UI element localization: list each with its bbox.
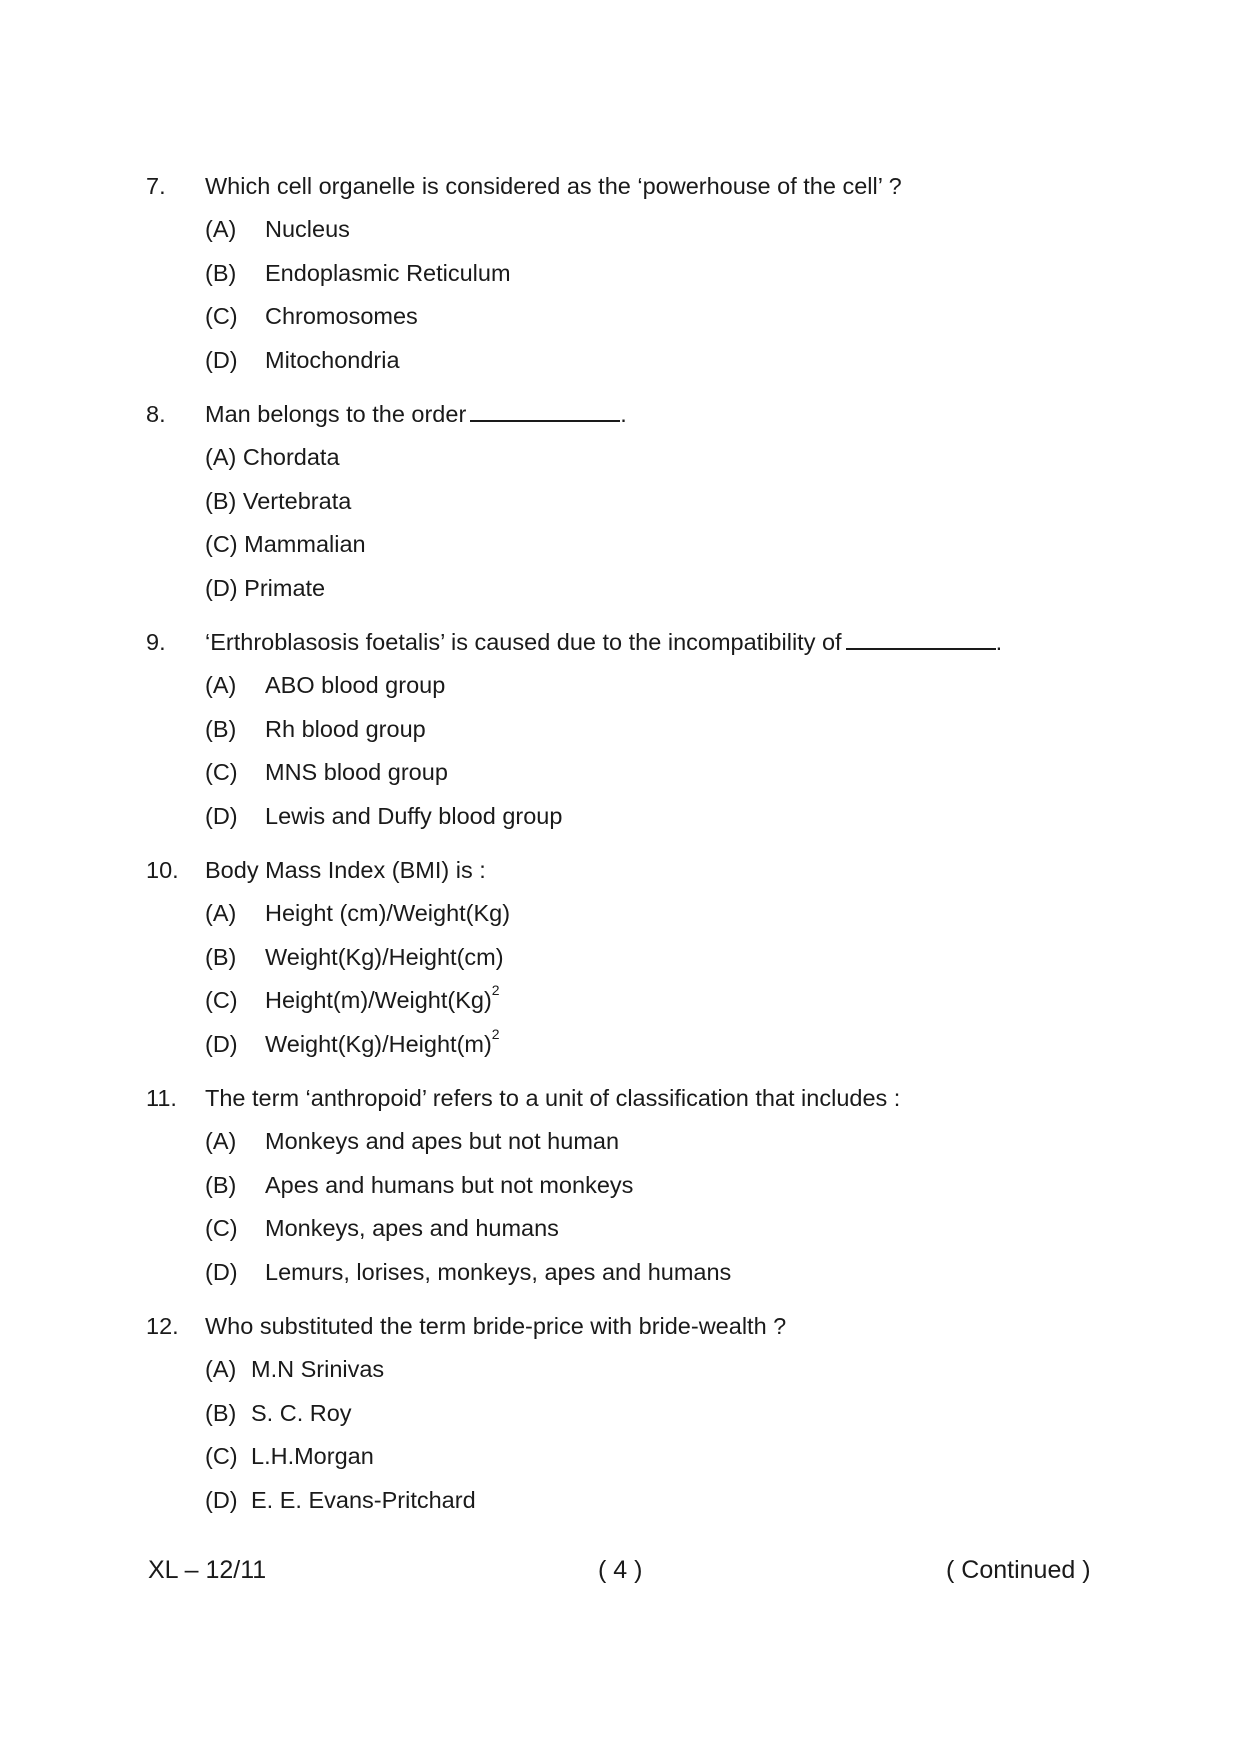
option-text: S. C. Roy bbox=[251, 1399, 352, 1426]
question-stem bbox=[146, 164, 1106, 208]
question-stem bbox=[146, 848, 1106, 892]
question-text: The term ‘anthropoid’ refers to a unit of classification that includes : bbox=[205, 1085, 901, 1111]
option-label: (C) bbox=[205, 303, 238, 329]
question-number: 11. bbox=[146, 1085, 177, 1111]
option-text-wrap bbox=[265, 979, 500, 1023]
option-label: (B) bbox=[205, 1171, 237, 1198]
option-c[interactable] bbox=[146, 979, 1106, 1023]
option-a[interactable] bbox=[146, 208, 1106, 252]
option-label: (D) bbox=[205, 802, 238, 829]
answer-blank bbox=[470, 398, 620, 422]
answer-blank bbox=[846, 626, 996, 650]
option-d[interactable] bbox=[146, 1251, 1106, 1295]
option-b[interactable] bbox=[146, 480, 1106, 524]
question-text: Man belongs to the order bbox=[205, 401, 467, 427]
option-text: Monkeys and apes but not human bbox=[265, 1128, 620, 1154]
option-text: Mitochondria bbox=[265, 346, 400, 373]
question-9 bbox=[146, 620, 1106, 838]
option-a[interactable] bbox=[146, 664, 1106, 708]
option-b[interactable] bbox=[146, 252, 1106, 296]
option-label: (A) bbox=[205, 672, 237, 698]
option-b[interactable] bbox=[146, 936, 1106, 980]
option-label: (B) bbox=[205, 259, 237, 286]
question-number: 7. bbox=[146, 173, 166, 199]
paper-code: XL – 12/11 bbox=[148, 1556, 267, 1584]
option-text: Weight(Kg)/Height(cm) bbox=[265, 943, 504, 970]
option-d[interactable] bbox=[146, 1023, 1106, 1067]
option-text: Rh blood group bbox=[265, 715, 426, 742]
option-text: (D) Primate bbox=[205, 574, 326, 601]
option-c[interactable] bbox=[146, 1435, 1106, 1479]
option-text: ABO blood group bbox=[265, 672, 446, 698]
option-label: (A) bbox=[205, 1356, 237, 1382]
question-text: Body Mass Index (BMI) is : bbox=[205, 857, 486, 883]
question-number: 12. bbox=[146, 1313, 179, 1339]
option-d[interactable] bbox=[146, 339, 1106, 383]
option-text: Monkeys, apes and humans bbox=[265, 1215, 559, 1241]
option-label: (A) bbox=[205, 900, 237, 926]
question-10 bbox=[146, 848, 1106, 1066]
option-text: Nucleus bbox=[265, 216, 350, 242]
question-8 bbox=[146, 392, 1106, 610]
option-text: E. E. Evans-Pritchard bbox=[251, 1486, 476, 1513]
option-label: (D) bbox=[205, 346, 238, 373]
question-text: ‘Erthroblasosis foetalis’ is caused due to the incompatibility of bbox=[205, 629, 842, 655]
continued-label: ( Continued ) bbox=[946, 1556, 1091, 1584]
option-c[interactable] bbox=[146, 751, 1106, 795]
question-7 bbox=[146, 164, 1106, 382]
question-11 bbox=[146, 1076, 1106, 1294]
option-text: Height (cm)/Weight(Kg) bbox=[265, 900, 511, 926]
option-text: Chromosomes bbox=[265, 303, 418, 329]
superscript: 2 bbox=[491, 982, 500, 999]
option-text: M.N Srinivas bbox=[251, 1356, 385, 1382]
option-label: (C) bbox=[205, 759, 238, 785]
option-text: Weight(Kg)/Height(m) bbox=[265, 1030, 492, 1057]
option-text: Height(m)/Weight(Kg) bbox=[265, 987, 492, 1013]
option-label: (A) bbox=[205, 216, 237, 242]
option-a[interactable] bbox=[146, 1348, 1106, 1392]
option-label: (D) bbox=[205, 1030, 238, 1057]
page-number: ( 4 ) bbox=[598, 1556, 643, 1584]
option-a[interactable] bbox=[146, 436, 1106, 480]
question-12 bbox=[146, 1304, 1106, 1522]
option-a[interactable] bbox=[146, 1120, 1106, 1164]
option-b[interactable] bbox=[146, 1392, 1106, 1436]
question-stem bbox=[146, 620, 1106, 664]
option-text-wrap bbox=[265, 1023, 500, 1067]
option-label: (C) bbox=[205, 987, 238, 1013]
option-text: (C) Mammalian bbox=[205, 531, 366, 557]
question-text: Which cell organelle is considered as the ‘powerhouse of the cell’ ? bbox=[205, 173, 902, 199]
option-text: L.H.Morgan bbox=[251, 1443, 374, 1469]
question-text: Who substituted the term bride-price with bride-wealth ? bbox=[205, 1313, 787, 1339]
option-d[interactable] bbox=[146, 795, 1106, 839]
question-number: 8. bbox=[146, 401, 166, 427]
option-d[interactable] bbox=[146, 567, 1106, 611]
option-text: MNS blood group bbox=[265, 759, 448, 785]
question-stem bbox=[146, 1076, 1106, 1120]
page-footer bbox=[0, 1548, 1240, 1592]
option-label: (B) bbox=[205, 715, 237, 742]
option-a[interactable] bbox=[146, 892, 1106, 936]
option-c[interactable] bbox=[146, 523, 1106, 567]
question-stem bbox=[146, 392, 1106, 436]
option-text: (A) Chordata bbox=[205, 444, 340, 470]
option-b[interactable] bbox=[146, 708, 1106, 752]
option-label: (C) bbox=[205, 1443, 238, 1469]
question-text-wrap: ‘Erthroblasosis foetalis’ is caused due to the incompatibility of . bbox=[205, 620, 1002, 664]
question-text-wrap: Man belongs to the order . bbox=[205, 392, 627, 436]
option-label: (B) bbox=[205, 1399, 237, 1426]
question-stem bbox=[146, 1304, 1106, 1348]
option-label: (C) bbox=[205, 1215, 238, 1241]
option-b[interactable] bbox=[146, 1164, 1106, 1208]
option-c[interactable] bbox=[146, 1207, 1106, 1251]
option-text: Lemurs, lorises, monkeys, apes and humans bbox=[265, 1258, 732, 1285]
option-label: (A) bbox=[205, 1128, 237, 1154]
question-number: 9. bbox=[146, 629, 166, 655]
question-number: 10. bbox=[146, 857, 179, 883]
superscript: 2 bbox=[491, 1025, 500, 1042]
option-text: (B) Vertebrata bbox=[205, 487, 352, 514]
option-c[interactable] bbox=[146, 295, 1106, 339]
option-text: Endoplasmic Reticulum bbox=[265, 259, 511, 286]
option-text: Apes and humans but not monkeys bbox=[265, 1171, 634, 1198]
option-text: Lewis and Duffy blood group bbox=[265, 802, 563, 829]
option-label: (D) bbox=[205, 1486, 238, 1513]
option-label: (D) bbox=[205, 1258, 238, 1285]
option-label: (B) bbox=[205, 943, 237, 970]
option-d[interactable] bbox=[146, 1479, 1106, 1523]
